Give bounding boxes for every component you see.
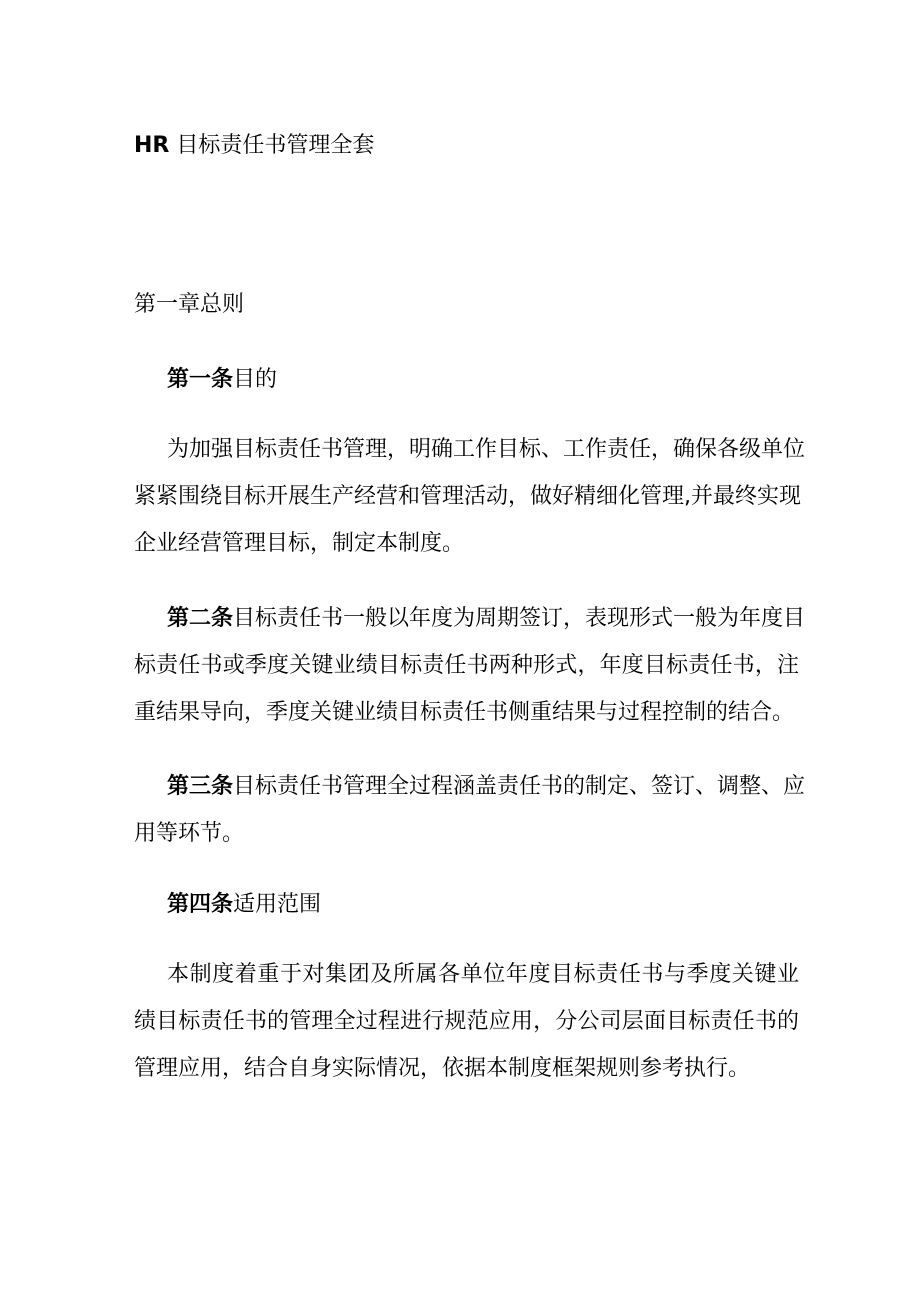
article-2-number: 第二条 xyxy=(167,606,234,631)
article-4-title: 适用范围 xyxy=(233,892,322,917)
paragraph-line: 紧紧围绕目标开展生产经营和管理活动，做好精细化管理,并最终实现 xyxy=(134,484,801,509)
article-1-number: 第一条 xyxy=(167,367,234,392)
title-text: 目标责任书管理全套 xyxy=(176,133,375,158)
article-1-title: 目的 xyxy=(233,367,278,392)
paragraph-line: 企业经营管理目标，制定本制度。 xyxy=(134,531,465,556)
paragraph-line: 为加强目标责任书管理，明确工作目标、工作责任，确保各级单位 xyxy=(167,437,806,462)
paragraph-line: 用等环节。 xyxy=(134,821,245,846)
article-4-body xyxy=(134,951,799,1092)
article-3 xyxy=(134,763,806,857)
title-prefix: HR xyxy=(134,133,170,158)
paragraph-line: 本制度着重于对集团及所属各单位年度目标责任书与季度关键业 xyxy=(167,962,799,987)
paragraph-line: 目标责任书管理全过程涵盖责任书的制定、签订、调整、应 xyxy=(233,774,806,799)
paragraph-line: 绩目标责任书的管理全过程进行规范应用，分公司层面目标责任书的 xyxy=(134,1009,799,1034)
document-title xyxy=(134,129,374,163)
article-4-heading xyxy=(134,881,799,928)
article-1-heading xyxy=(134,356,799,403)
paragraph-line: 重结果导向，季度关键业绩目标责任书侧重结果与过程控制的结合。 xyxy=(134,700,795,725)
paragraph-line: 标责任书或季度关键业绩目标责任书两种形式，年度目标责任书，注 xyxy=(134,653,799,678)
article-3-number: 第三条 xyxy=(167,774,234,799)
article-2 xyxy=(134,595,806,736)
paragraph-line: 目标责任书一般以年度为周期签订，表现形式一般为年度目 xyxy=(233,606,806,631)
paragraph-line: 管理应用，结合自身实际情况，依据本制度框架规则参考执行。 xyxy=(134,1056,751,1081)
chapter-heading: 第一章总则 xyxy=(134,292,245,317)
article-1-body xyxy=(134,426,806,567)
article-4-number: 第四条 xyxy=(167,892,234,917)
